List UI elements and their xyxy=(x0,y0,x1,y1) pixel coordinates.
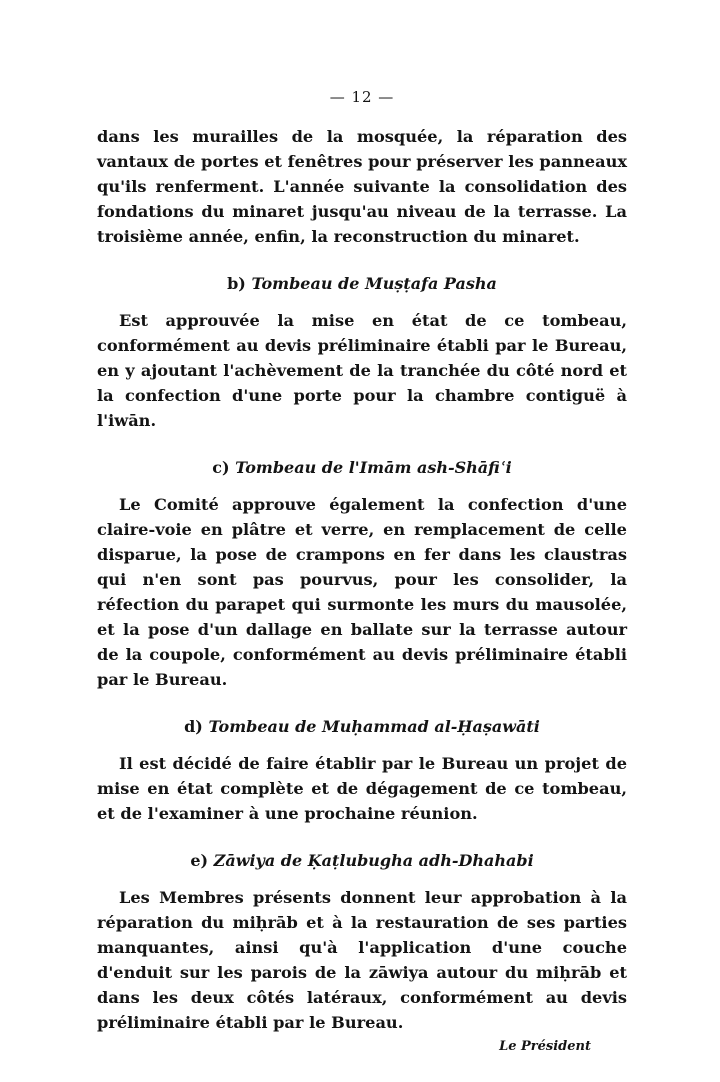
section-letter-b: b) xyxy=(227,274,246,293)
section-text-d: Il est décidé de faire établir par le Bureau un projet de mise en état complète et de dégagement de ce tombeau, et de l'examiner à une prochaine réunion. xyxy=(97,754,627,823)
section-heading-c xyxy=(97,455,627,480)
signature: Le Président xyxy=(499,1039,591,1054)
section-letter-e: e) xyxy=(190,851,209,870)
section-title-b: Tombeau de Muṣṭafa Pasha xyxy=(251,274,497,293)
section-heading-d xyxy=(97,714,627,739)
section-letter-c: c) xyxy=(212,458,230,477)
section-text-b: Est approuvée la mise en état de ce tombeau, conformément au devis préliminaire établi par le Bureau, en y ajoutant l'achèvement de la tranchée du côté nord et la confection d'une porte pour la chambre contiguë à l'iwān. xyxy=(97,311,627,430)
section-heading-b xyxy=(97,271,627,296)
section-title-c: Tombeau de l'Imām ash-Shāfiʿi xyxy=(235,458,512,477)
section-text-c: Le Comité approuve également la confection d'une claire-voie en plâtre et verre, en remplacement de celle disparue, la pose de crampons en fer dans les claustras qui n'en sont pas pourvus, pour les consolider, la réfection du parapet qui surmonte les murs du mausolée, et la pose d'un dallage en ballate sur la terrasse autour de la coupole, conformément au devis préliminaire établi par le Bureau. xyxy=(97,495,627,689)
section-letter-d: d) xyxy=(184,717,203,736)
document-page xyxy=(97,88,627,1054)
section-title-d: Tombeau de Muḥammad al-Ḥaṣawāti xyxy=(208,717,540,736)
section-title-e: Zāwiya de Ḳaṭlubugha adh-Dhahabi xyxy=(213,851,534,870)
intro-paragraph: dans les murailles de la mosquée, la réparation des vantaux de portes et fenêtres pour préserver les panneaux qu'ils renferment. L'année suivante la consolidation des fondations du minaret jusqu'au niveau de la terrasse. La troisième année, enfin, la reconstruction du minaret. xyxy=(97,127,627,246)
section-heading-e xyxy=(97,848,627,873)
section-text-e: Les Membres présents donnent leur approbation à la réparation du miḥrāb et à la restauration de ses parties manquantes, ainsi qu'à l'application d'une couche d'enduit sur les parois de la zāwiya autour du miḥrāb et dans les deux côtés latéraux, conformément au devis préliminaire établi par le Bureau. xyxy=(97,888,627,1032)
page-number: — 12 — xyxy=(329,88,395,106)
